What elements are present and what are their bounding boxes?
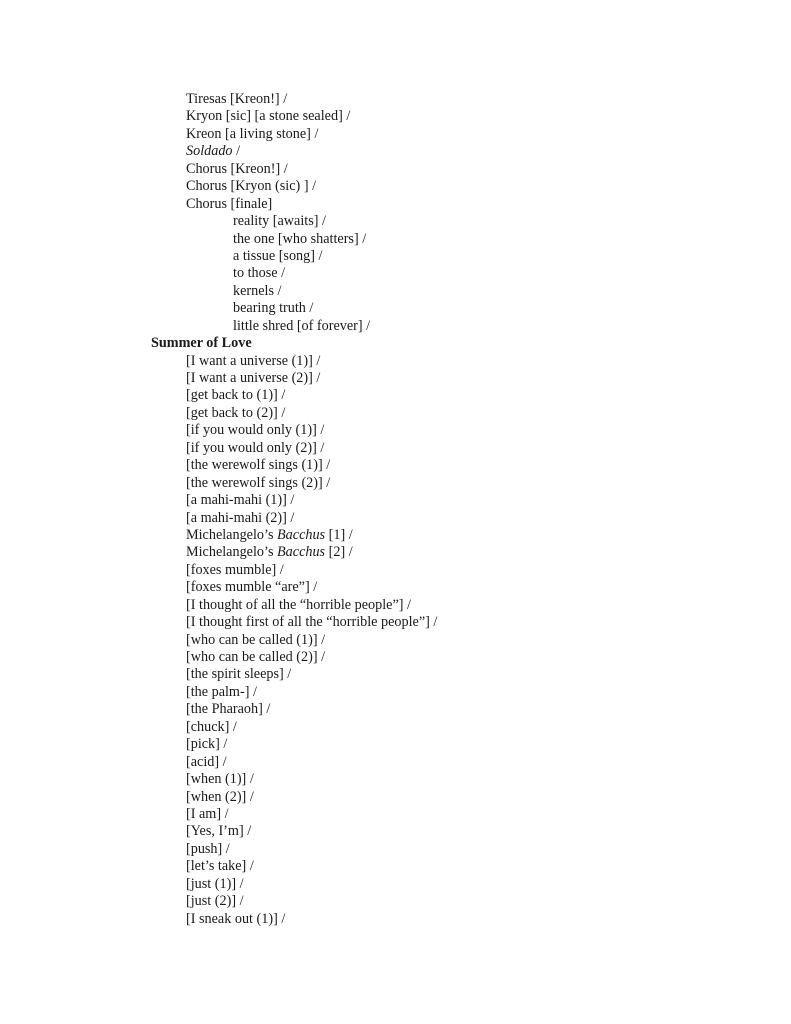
contents-entry — [0, 771, 791, 788]
entry-text: [the Pharaoh] / — [186, 701, 271, 718]
contents-entry — [0, 911, 791, 928]
contents-entry — [0, 510, 791, 527]
entry-text: [pick] / — [186, 736, 228, 753]
entry-text: [get back to (1)] / — [186, 387, 286, 404]
contents-entry — [0, 823, 791, 840]
entry-text: [who can be called (2)] / — [186, 649, 326, 665]
contents-entry — [0, 649, 791, 666]
entry-text: [I want a universe (2)] / — [186, 370, 321, 386]
contents-entry — [0, 562, 791, 579]
entry-text: [I thought first of all the “horrible people”] / — [186, 614, 438, 631]
entry-text: [just (2)] / — [186, 893, 244, 910]
contents-entry — [0, 422, 791, 439]
contents-entry — [0, 754, 791, 771]
contents-entry — [0, 666, 791, 683]
contents-entry — [0, 701, 791, 718]
entry-text: [a mahi-mahi (1)] / — [186, 492, 295, 509]
italic-title-text: Bacchus — [277, 526, 326, 543]
italic-title-text: Soldado — [186, 143, 233, 160]
contents-entry — [0, 387, 791, 404]
entry-text: [I am] / — [186, 805, 229, 822]
contents-entry — [0, 876, 791, 893]
entry-text: the one [who shatters] / — [233, 230, 367, 247]
contents-entry — [0, 736, 791, 753]
entry-text: [I sneak out (1)] / — [186, 910, 286, 927]
contents-entry — [0, 108, 791, 125]
contents-entry — [0, 265, 791, 282]
entry-text: [the spirit sleeps] / — [186, 666, 292, 683]
entry-text: [if you would only (1)] / — [186, 422, 325, 439]
contents-entry — [0, 614, 791, 631]
entry-text: [I thought of all the “horrible people”] / — [186, 596, 411, 613]
contents-entry — [0, 579, 791, 596]
contents-entry — [0, 91, 791, 108]
entry-text: [the werewolf sings (2)] / — [186, 474, 331, 491]
entry-text: [1] / — [325, 526, 353, 543]
contents-entry — [0, 196, 791, 213]
contents-entry — [0, 161, 791, 178]
contents-entry — [0, 370, 791, 387]
entry-text: [a mahi-mahi (2)] / — [186, 509, 295, 526]
contents-entry — [0, 475, 791, 492]
contents-entry — [0, 248, 791, 265]
entry-text: reality [awaits] / — [233, 213, 326, 230]
entry-text: Kreon [a living stone] / — [186, 125, 319, 142]
entry-text: [I want a universe (1)] / — [186, 352, 321, 369]
section-heading — [0, 335, 791, 352]
italic-title-text: Bacchus — [277, 544, 326, 561]
entry-text: a tissue [song] / — [233, 247, 323, 264]
entry-text: Chorus [finale] — [186, 195, 273, 212]
contents-entry — [0, 353, 791, 370]
entry-text: [the werewolf sings (1)] / — [186, 457, 331, 474]
entry-text: [get back to (2)] / — [186, 404, 286, 421]
contents-entry — [0, 789, 791, 806]
entry-text: [Yes, I’m] / — [186, 823, 252, 840]
entry-text: [who can be called (1)] / — [186, 631, 326, 648]
entry-text: bearing truth / — [233, 300, 314, 317]
contents-entry — [0, 858, 791, 875]
entry-text: [when (2)] / — [186, 788, 254, 805]
entry-text: [2] / — [325, 544, 353, 561]
contents-entry — [0, 405, 791, 422]
contents-entry — [0, 213, 791, 230]
contents-entry — [0, 544, 791, 561]
entry-text: Summer of Love — [151, 335, 252, 352]
entry-text: [push] / — [186, 840, 230, 857]
contents-entry — [0, 231, 791, 248]
entry-text: to those / — [233, 265, 286, 282]
contents-entry — [0, 632, 791, 649]
entry-text: Tiresas [Kreon!] / — [186, 91, 288, 107]
contents-entry — [0, 440, 791, 457]
contents-entry — [0, 527, 791, 544]
contents-entry — [0, 806, 791, 823]
contents-entry — [0, 178, 791, 195]
contents-entry — [0, 318, 791, 335]
entry-text: [chuck] / — [186, 718, 237, 735]
entry-text: Kryon [sic] [a stone sealed] / — [186, 108, 351, 125]
contents-entry — [0, 126, 791, 143]
entry-text: Michelangelo’s — [186, 526, 278, 543]
entry-text: little shred [of forever] / — [233, 317, 371, 334]
contents-entry — [0, 283, 791, 300]
contents-entry — [0, 597, 791, 614]
entry-text: [let’s take] / — [186, 858, 254, 875]
contents-entry — [0, 457, 791, 474]
contents-entry — [0, 893, 791, 910]
entry-text: Chorus [Kreon!] / — [186, 160, 288, 177]
contents-entry — [0, 684, 791, 701]
entry-text: [if you would only (2)] / — [186, 439, 325, 456]
contents-entry — [0, 841, 791, 858]
contents-entry — [0, 492, 791, 509]
entry-text: [just (1)] / — [186, 875, 244, 892]
entry-text: Michelangelo’s — [186, 544, 278, 561]
entry-text: [when (1)] / — [186, 771, 254, 788]
entry-text: [foxes mumble “are”] / — [186, 579, 318, 596]
document-page — [0, 91, 791, 928]
entry-text: [foxes mumble] / — [186, 561, 284, 578]
contents-entry — [0, 300, 791, 317]
entry-text: [acid] / — [186, 753, 227, 770]
contents-entry — [0, 143, 791, 160]
entry-text: Chorus [Kryon (sic) ] / — [186, 178, 317, 195]
contents-entry — [0, 719, 791, 736]
entry-text: / — [232, 143, 241, 160]
entry-text: kernels / — [233, 282, 282, 299]
entry-text: [the palm-] / — [186, 683, 257, 700]
